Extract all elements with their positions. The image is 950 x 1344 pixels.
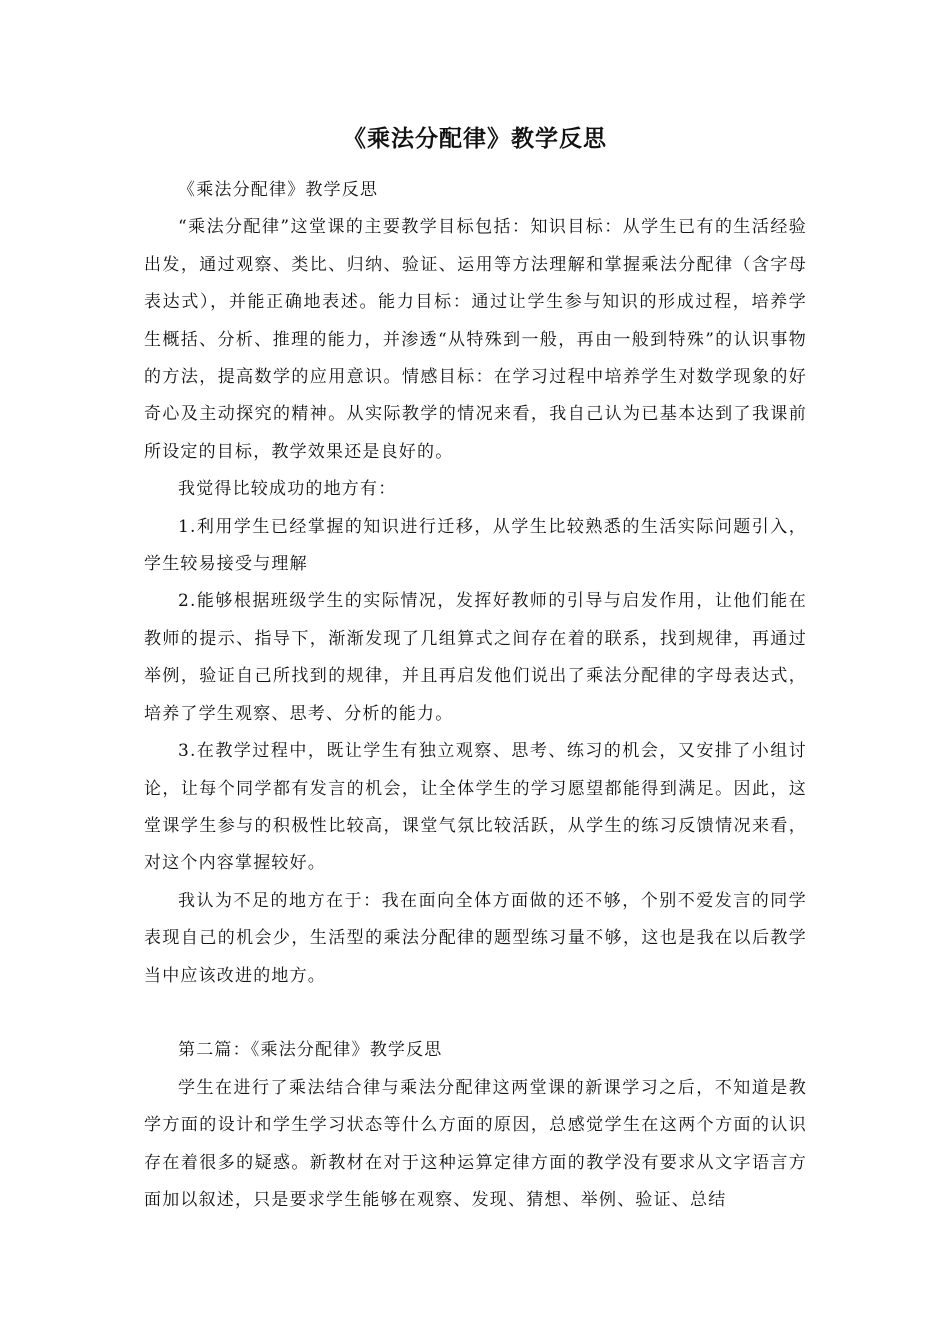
document-body bbox=[144, 172, 807, 1219]
paragraph-goals: “乘法分配律”这堂课的主要教学目标包括：知识目标：从学生已有的生活经验出发，通过观察、类比、归纳、验证、运用等方法理解和掌握乘法分配律（含字母表达式），并能正确地表述。能力目标：通过让学生参与知识的形成过程，培养学生概括、分析、推理的能力，并渗透“从特殊到一般，再由一般到特殊”的认识事物的方法，提高数学的应用意识。情感目标：在学习过程中培养学生对数学现象的好奇心及主动探究的精神。从实际教学的情况来看，我自己认为已基本达到了我课前所设定的目标，教学效果还是良好的。 bbox=[144, 217, 807, 462]
paragraph-second-heading: 第二篇：《乘法分配律》教学反思 bbox=[178, 1040, 443, 1061]
document-title: 《乘法分配律》教学反思 bbox=[343, 126, 607, 152]
paragraph-point-2: 2.能够根据班级学生的实际情况，发挥好教师的引导与启发作用，让他们能在教师的提示、指导下，渐渐发现了几组算式之间存在着的联系，找到规律，再通过举例，验证自己所找到的规律，并且再启发他们说出了乘法分配律的字母表达式，培养了学生观察、思考、分析的能力。 bbox=[144, 591, 807, 724]
paragraph-point-1: 1.利用学生已经掌握的知识进行迁移，从学生比较熟悉的生活实际问题引入，学生较易接受与理解 bbox=[144, 516, 807, 575]
paragraph-point-3: 3.在教学过程中，既让学生有独立观察、思考、练习的机会，又安排了小组讨论，让每个同学都有发言的机会，让全体学生的学习愿望都能得到满足。因此，这堂课学生参与的积极性比较高，课堂气氛比较活跃，从学生的练习反馈情况来看，对这个内容掌握较好。 bbox=[144, 741, 807, 874]
paragraph-second-body: 学生在进行了乘法结合律与乘法分配律这两堂课的新课学习之后，不知道是教学方面的设计和学生学习状态等什么方面的原因，总感觉学生在这两个方面的认识存在着很多的疑惑。新教材在对于这种运算定律方面的教学没有要求从文字语言方面加以叙述，只是要求学生能够在观察、发现、猜想、举例、验证、总结 bbox=[144, 1077, 807, 1210]
paragraph-success-intro: 我觉得比较成功的地方有： bbox=[178, 479, 397, 500]
section-gap bbox=[144, 995, 807, 1032]
paragraph-shortcomings: 我认为不足的地方在于：我在面向全体方面做的还不够，个别不爱发言的同学表现自己的机会少，生活型的乘法分配律的题型练习量不够，这也是我在以后教学当中应该改进的地方。 bbox=[144, 890, 807, 986]
paragraph-subtitle: 《乘法分配律》教学反思 bbox=[178, 180, 379, 200]
